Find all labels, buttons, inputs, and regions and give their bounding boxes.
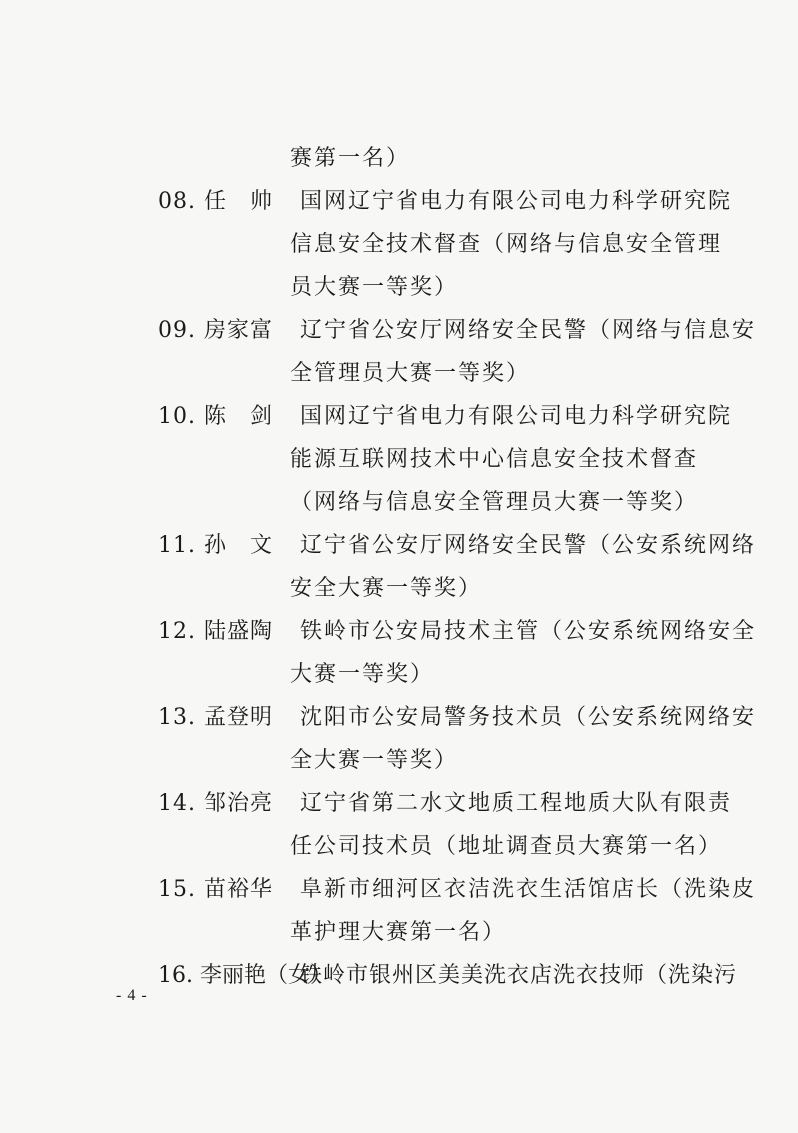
entry-label: 08. 任 帅 xyxy=(158,189,273,214)
entry-label: 13. 孟登明 xyxy=(158,705,273,730)
entry-label: 11. 孙 文 xyxy=(158,533,273,558)
entry-label: 15. 苗裕华 xyxy=(158,877,273,902)
entry-line: 阜新市细河区衣洁洗衣生活馆店长（洗染皮 xyxy=(300,877,757,902)
entry-line: 革护理大赛第一名） xyxy=(290,920,507,945)
entry-line: 大赛一等奖） xyxy=(290,662,435,687)
entry-label: 12. 陆盛陶 xyxy=(158,619,273,644)
entry-line: 铁岭市银州区美美洗衣店洗衣技师（洗染污 xyxy=(300,963,738,988)
entry-line: 沈阳市公安局警务技术员（公安系统网络安 xyxy=(300,705,757,730)
entry-line: 辽宁省公安厅网络安全民警（公安系统网络 xyxy=(300,533,757,558)
entry-line: 信息安全技术督查（网络与信息安全管理 xyxy=(290,232,723,257)
entry-line: 国网辽宁省电力有限公司电力科学研究院 xyxy=(300,189,733,214)
entry-line: 员大赛一等奖） xyxy=(290,275,459,300)
entry-line: 任公司技术员（地址调查员大赛第一名） xyxy=(290,834,723,859)
entry-line: （网络与信息安全管理员大赛一等奖） xyxy=(290,490,699,515)
entry-line: 辽宁省第二水文地质工程地质大队有限责 xyxy=(300,791,733,816)
entry-line: 辽宁省公安厅网络安全民警（网络与信息安 xyxy=(300,318,757,343)
entry-line: 安全大赛一等奖） xyxy=(290,576,483,601)
entry-label: 10. 陈 剑 xyxy=(158,404,273,429)
entry-label: 16. 李丽艳（女） xyxy=(158,963,332,988)
entry-line: 铁岭市公安局技术主管（公安系统网络安全 xyxy=(300,619,757,644)
entry-line: 全管理员大赛一等奖） xyxy=(290,361,531,386)
continuation-line: 赛第一名） xyxy=(290,146,411,171)
page-number: - 4 - xyxy=(116,987,148,1004)
entry-label: 14. 邹治亮 xyxy=(158,791,273,816)
entry-line: 全大赛一等奖） xyxy=(290,748,459,773)
entry-label: 09. 房家富 xyxy=(158,318,273,343)
entry-line: 国网辽宁省电力有限公司电力科学研究院 xyxy=(300,404,733,429)
entry-line: 能源互联网技术中心信息安全技术督查 xyxy=(290,447,699,472)
